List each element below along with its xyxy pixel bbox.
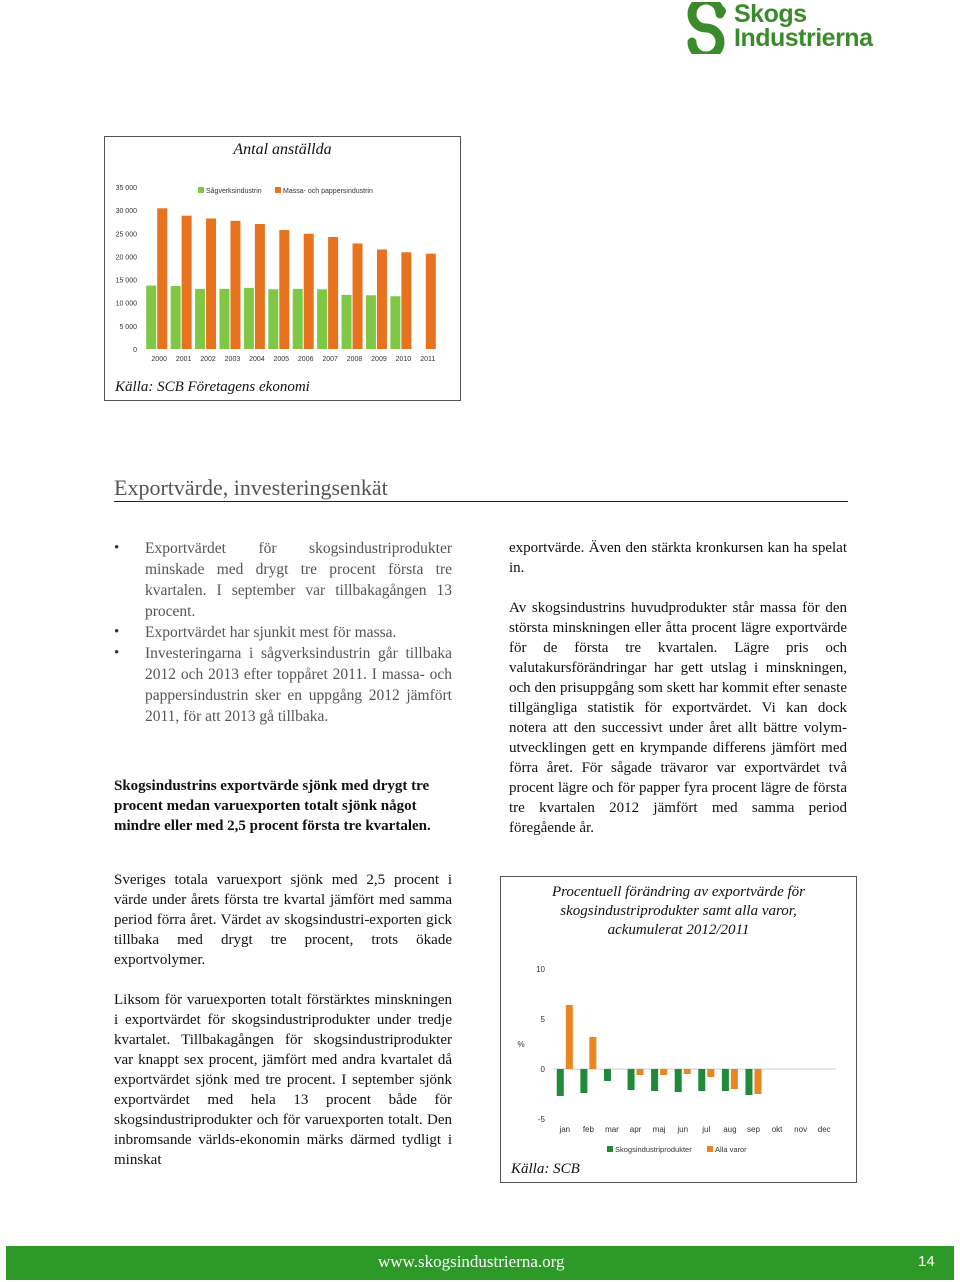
bar [651,1069,658,1091]
bar [219,289,229,349]
employees-chart [104,136,461,401]
x-tick-label: dec [817,1125,831,1134]
bar [589,1037,596,1069]
bar [279,230,289,349]
bar [157,208,167,349]
legend-label: Skogsindustriprodukter [615,1145,692,1154]
bar [317,289,327,349]
bar [580,1069,587,1093]
y-tick-label: 35 000 [115,185,137,192]
section-title: Exportvärde, investeringsenkät [114,475,388,500]
bar [660,1069,667,1075]
bar [557,1069,564,1096]
x-tick-label: jan [559,1125,571,1134]
x-tick-label: 2006 [297,356,314,363]
export-change-chart [500,876,857,1183]
bar [328,237,338,349]
bar [566,1005,573,1069]
legend-label: Sågverksindustrin [206,188,262,195]
bar [698,1069,705,1091]
logo-text [734,2,872,50]
legend-swatch [198,187,204,193]
bar [628,1069,635,1090]
x-tick-label: 2005 [273,356,290,363]
x-tick-label: mar [605,1125,619,1134]
x-tick-label: apr [629,1125,642,1134]
employees-chart-plot [105,137,460,367]
y-tick-label: 10 000 [115,300,137,308]
bar [171,286,181,349]
bar [353,243,363,349]
bar [722,1069,729,1091]
logo-line1: Skogs [734,0,807,28]
bar [754,1069,761,1094]
bar [675,1069,682,1092]
x-tick-label: 2004 [249,356,265,363]
x-tick-label: feb [582,1125,594,1134]
y-tick-label: 20 000 [115,254,137,262]
x-tick-label: aug [723,1125,737,1134]
bar [268,289,278,349]
bullet-item: • Exportvärdet för skogsindustriprodukter minskade med drygt tre procent första tre kvartalen. I september var tillbakagången 13 procent. [114,538,452,622]
x-tick-label: okt [771,1125,783,1134]
y-tick-label: 15 000 [115,277,137,285]
x-tick-label: 2001 [175,356,192,363]
bar [745,1069,752,1095]
section-divider [114,501,848,502]
bar [304,234,314,349]
x-tick-label: maj [652,1125,666,1134]
chart-source: Källa: SCB [511,1161,580,1177]
chart-title-line: skogsindustriprodukter samt alla varor, [560,903,797,919]
bullet-item: • Investeringarna i sågverksindustrin går tillbaka 2012 och 2013 efter toppåret 2011. I massa- och pappersindustrin sker en uppgång 2012 jämfört 2011, för att 2013 gå tillbaka. [114,643,452,727]
bar [366,295,376,349]
bar [731,1069,738,1089]
legend-label: Massa- och pappersindustrin [283,188,373,195]
legend-swatch [707,1146,713,1152]
y-tick-label: 5 [540,1015,545,1024]
y-tick-label: 10 [536,965,545,974]
x-tick-label: nov [794,1125,808,1134]
y-tick-label: 0 [133,347,137,354]
x-tick-label: 2009 [371,356,387,363]
legend-swatch [607,1146,613,1152]
chart-title-line: ackumulerat 2012/2011 [607,922,750,938]
bar [230,221,240,349]
bar [195,289,205,349]
bar [604,1069,611,1081]
x-tick-label: 2003 [224,356,241,363]
lead-paragraph: Skogsindustrins exportvärde sjönk med drygt tre procent medan varuexporten totalt sjönk något mindre eller med 2,5 procent första tre kvartalen. [114,778,431,834]
bullet-item: • Exportvärdet har sjunkit mest för massa. [114,622,452,643]
bar [401,252,411,349]
logo-line2: Industrierna [734,24,873,52]
chart-title-line: Procentuell förändring av exportvärde för [551,884,805,900]
x-tick-label: sep [747,1125,760,1134]
x-tick-label: 2000 [151,356,167,363]
y-axis-label: % [517,1040,525,1049]
x-tick-label: 2007 [322,356,338,363]
y-tick-label: 25 000 [115,231,137,239]
legend-swatch [275,187,281,193]
body-paragraph: Sveriges totala varuexport sjönk med 2,5 procent i värde under årets första tre kvartal jämfört med samma period förra året. Värdet av skogsindustri-exporten gick tillbaka med drygt tre procent, trots ökade exportvolymer. [114,872,452,968]
export-change-plot [501,877,856,1182]
bar [255,224,265,349]
body-paragraph: exportvärde. Även den stärkta kronkursen kan ha spelat in. [509,540,847,576]
bar [426,254,436,349]
page-number: 14 [918,1253,935,1270]
y-tick-label: -5 [537,1115,545,1124]
x-tick-label: 2010 [395,356,412,363]
bar [146,286,156,349]
y-tick-label: 0 [540,1065,545,1074]
bar [182,216,192,349]
bar [293,289,303,349]
footer-url[interactable]: www.skogsindustrierna.org [378,1252,565,1271]
x-tick-label: 2008 [346,356,363,363]
body-paragraph: Av skogsindustrins huvudprodukter står massa för den största minskningen eller åtta procent lägre exportvärde för de första tre kvartalen. Lägre pris och valutakursförändringar har gett utslag i minskningen, och den prisuppgång som skett har kommit efter senaste tillgängliga statistik för exportvärdet. Vi kan dock notera att den successivt under året allt bättre volym-utvecklingen gett en krympande differens jämfört med förra året. För sågade trävaror var exportvärdet två procent lägre och för papper fyra procent lägre de första tre kvartalen 2012 jämfört med samma period föregående år. [509,600,847,836]
legend-label: Alla varor [715,1145,747,1154]
y-tick-label: 5 000 [119,323,137,331]
bar [684,1069,691,1074]
bar [637,1069,644,1075]
logo-s-icon [680,2,732,54]
bullet-list [114,538,452,727]
x-tick-label: 2002 [200,356,216,363]
bar [377,249,387,349]
bar [390,296,400,349]
bar [244,288,254,349]
x-tick-label: jul [702,1125,711,1134]
body-paragraph: Liksom för varuexporten totalt förstärktes minskningen i exportvärdet för skogsindustriprodukter under tredje kvartalet. Tillbakagången för skogsindustriprodukter var knappt sex procent, jämfört med andra kvartalet då exportvärdet sjönk med tre procent. I september sjönk exportvärdet med hela 13 procent både för skogsindustriprodukter och för varuexporten totalt. Den inbromsande världs-ekonomin märks därmed tydligt i minskat [114,992,452,1168]
y-tick-label: 30 000 [115,208,137,216]
x-tick-label: jun [677,1125,689,1134]
bar [342,295,352,349]
x-tick-label: 2011 [420,356,436,363]
chart-source: Källa: SCB Företagens ekonomi [115,379,310,395]
bar [707,1069,714,1077]
bar [206,218,216,349]
chart-title: Antal anställda [233,141,332,158]
